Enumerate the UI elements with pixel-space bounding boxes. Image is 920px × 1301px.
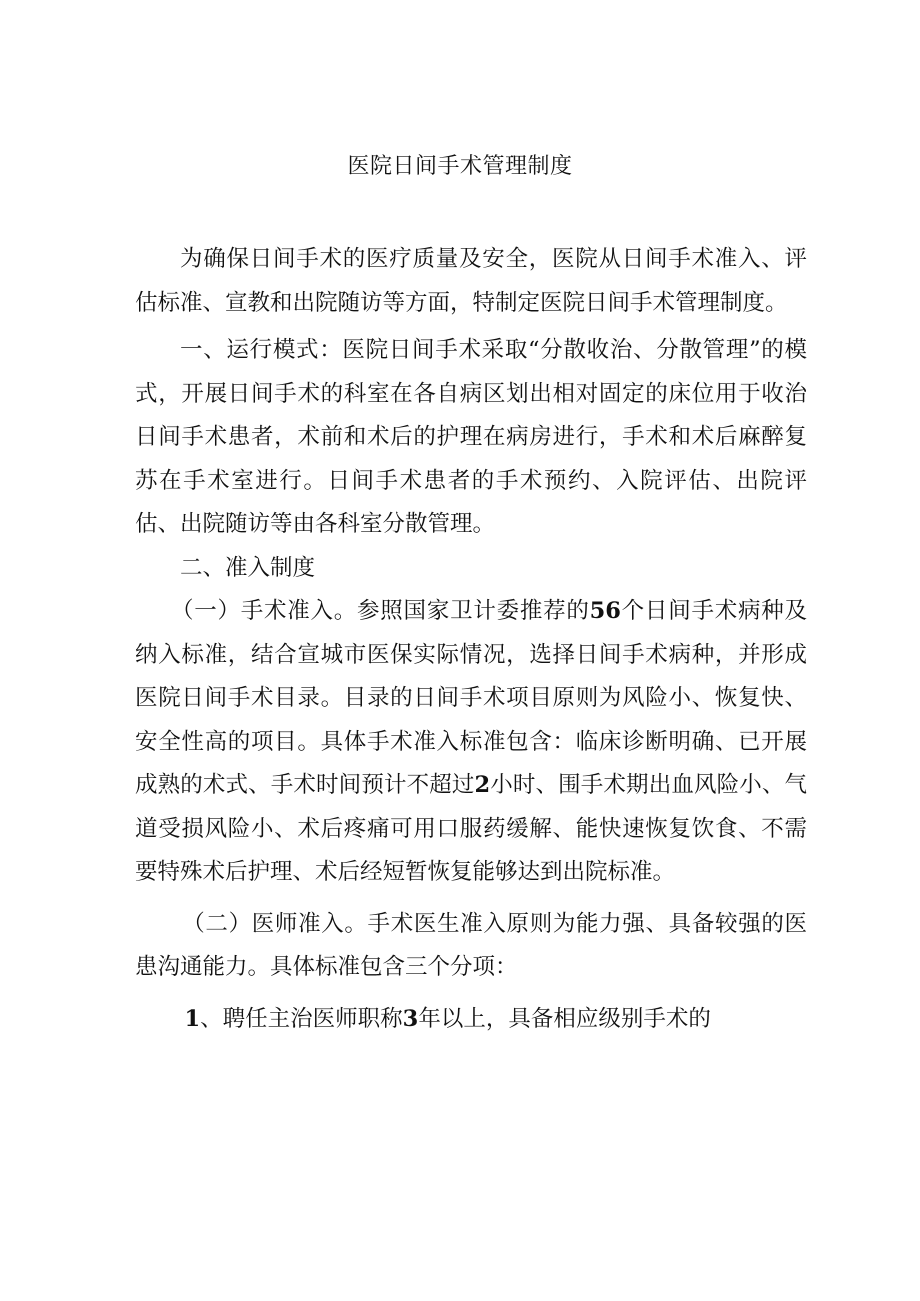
subsection-surgery-admission <box>135 590 807 895</box>
intro-paragraph: 为确保日间手术的医疗质量及安全，医院从日间手术准入、评估标准、宣教和出院随访等方面，特制定医院日间手术管理制度。 <box>135 246 807 316</box>
section-admission-heading: 二、准入制度 <box>180 554 316 581</box>
item-number: 1 <box>184 1005 201 1032</box>
document-body <box>135 238 807 1041</box>
item-text-b: 年以上，具备相应级别手术的 <box>418 1005 711 1032</box>
hour-limit: 2 <box>474 772 491 798</box>
disease-count: 56 <box>589 598 621 624</box>
document-title: 医院日间手术管理制度 <box>347 154 573 179</box>
surgery-admission-text-b: 个日间手术病种及纳入标准，结合宣城市医保实际情况，选择日间手术病种，并形成医院日间手术目录。目录的日间手术项目原则为风险小、恢复快、安全性高的项目。具体手术准入标准包含：临床诊断明确、已开展成熟的术式、手术时间预计不超过 <box>135 598 807 798</box>
item-text-a: 、聘任主治医师职称 <box>200 1005 403 1032</box>
subsection-physician-admission: （二）医师准入。手术医生准入原则为能力强、具备较强的医患沟通能力。具体标准包含三个分项： <box>135 910 807 980</box>
surgery-admission-text-c: 小时、围手术期出血风险小、气道受损风险小、术后疼痛可用口服药缓解、能快速恢复饮食、不需要特殊术后护理、术后经短暂恢复能够达到出院标准。 <box>135 772 807 885</box>
years-count: 3 <box>402 1005 419 1032</box>
surgery-admission-text-a: （一）手术准入。参照国家卫计委推荐的 <box>171 598 590 624</box>
criteria-item-1 <box>135 998 807 1042</box>
section-operation-mode: 一、运行模式：医院日间手术采取“分散收治、分散管理”的模式，开展日间手术的科室在各自病区划出相对固定的床位用于收治日间手术患者，术前和术后的护理在病房进行，手术和术后麻醉复苏在手术室进行。日间手术患者的手术预约、入院评估、出院评估、出院随访等由各科室分散管理。 <box>135 337 807 537</box>
